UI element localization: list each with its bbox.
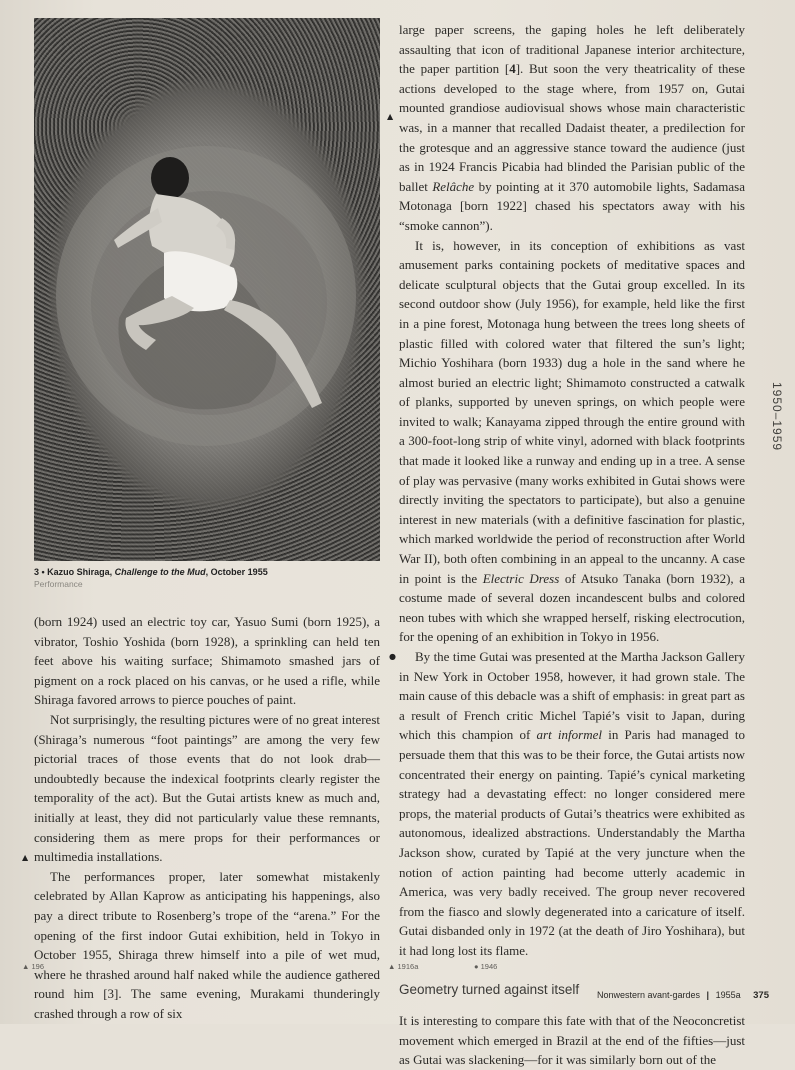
- right-paragraph-2: [399, 236, 745, 647]
- running-footer: [597, 990, 769, 1001]
- figure-reference-link[interactable]: 4: [509, 61, 516, 77]
- footer-separator: |: [706, 990, 710, 1000]
- cross-reference-triangle-icon[interactable]: ▲: [387, 112, 394, 121]
- right-paragraph-1: [399, 20, 745, 236]
- right-text-column: [399, 20, 745, 1070]
- right-p3-part-a: By the time Gutai was presented at the Martha Jackson Gallery in New York in October 1958, however, it had grown stale. The main cause of this debacle was a shift of emphasis: in great part as a result of French critic Michel Tapié’s visit to Japan, during which this champion of: [399, 649, 745, 743]
- right-p1-part-c: by pointing at it 370 automobile lights, Sadamasa Motonaga [born 1922] chased his spectators away with his “smoke cannon”).: [399, 178, 745, 233]
- footnote-left[interactable]: ▲ 196: [22, 962, 45, 971]
- footer-entry-code: 1955a: [715, 990, 741, 1000]
- right-p3-part-b: in Paris had managed to persuade them that this was to be their force, the Gutai artists now concentrated their energy on painting. Tapié’s cynical marketing strategy had a devastating effect: no longer considered mere props, the material products of Gutai’s theatrics were exhibited as autonomous, idealized abstractions. Understandably the Martha Jackson show, curated by Tapié at the very juncture when the notion of action painting had become utterly academic in America, was very badly received. The group never recovered from the fiasco and slowly degenerated into a caricature of itself. Gutai disbanded only in 1972 (at the death of Jiro Yoshihara), but it had long lost its flame.: [399, 727, 745, 958]
- cross-reference-triangle-icon-left[interactable]: ▲: [22, 853, 29, 862]
- caption-work-title: Challenge to the Mud: [114, 567, 206, 577]
- caption-date: , October 1955: [205, 567, 268, 577]
- footnote-right[interactable]: ● 1946: [474, 962, 498, 971]
- caption-title: [34, 566, 380, 578]
- figure-caption: [34, 566, 380, 590]
- right-p2-part-b: of Atsuko Tanaka (born 1932), a costume made of several dozen incandescent bulbs and colored neon tubes with which she wrapped herself, risking electrocution, for the opening of an exhibition in Tokyo in 1956.: [399, 570, 745, 645]
- right-p1-part-a: large paper screens, the gaping holes he left deliberately assaulting that icon of traditional Japanese interior architecture, the paper partition [: [399, 22, 745, 77]
- left-paragraph-2: Not surprisingly, the resulting pictures were of no great interest (Shiraga’s numerous “foot paintings” are among the very few pictorial traces of those events that do not look drab—undoubtedly because the indexical footprints clearly register the temporality of the act). But the Gutai artists knew as much and, initially at least, they did not particularly value these remnants, considering them as mere props for their performances or multimedia installations.: [34, 711, 380, 865]
- mud-figure-illustration: [34, 18, 380, 561]
- right-p1-part-b: ]. But soon the very theatricality of these actions developed to the stage where, from 1957 on, Gutai mounted grandiose audiovisual shows whose main characteristic was, in a manner that recalled Dadaist theater, a predilection for the grotesque and an aggressive stance toward the audience (just as in 1924 Francis Picabia had blinded the Parisian public of the ballet: [399, 61, 745, 194]
- footnote-middle[interactable]: ▲ 1916a: [388, 962, 419, 971]
- right-p2-part-a: It is, however, in its conception of exhibitions as vast amusement parks containing pockets of meditative spaces and delicate sculptural objects that the Gutai group excelled. In its second outdoor show (July 1956), for example, held like the first in a pine forest, Motonaga hung between the trees long sheets of plastic filled with colored water that filtered the sun’s light; Michio Yoshihara (born 1933) dug a hole in the sand where he almost buried an electric light; Shimamoto constructed a catwalk of planks, supported by uneven springs, on which people were invited to walk; Kanayama zipped through the entire ground with a 300-foot-long strip of white vinyl, adorned with black footprints that made it looked like a runway and ending up in a tree. A sense of play was pervasive (many works exhibited in Gutai shows were directly inviting the spectators to participate), but also a genuine interest in new materials (with a definitive fascination for plastic, which marked worldwide the period of reconstruction after World War II), both often combining in an appeal to the uncanny. A case in point is the: [399, 237, 745, 586]
- left-text-column: [34, 612, 380, 1023]
- right-paragraph-3: [399, 647, 745, 961]
- section-heading: Geometry turned against itself: [399, 981, 580, 997]
- art-informel-term: art informel: [536, 727, 602, 743]
- photograph-challenge-to-the-mud: [34, 18, 380, 561]
- electric-dress-title: Electric Dress: [482, 570, 560, 586]
- footer-section-title: Nonwestern avant-gardes: [596, 990, 701, 1000]
- page-number: 375: [753, 990, 769, 1001]
- left-paragraph-3: The performances proper, later somewhat mistakenly celebrated by Allan Kaprow as anticipating his happenings, also pay a direct tribute to Rosenberg’s trope of the “arena.” For the opening of the first indoor Gutai exhibition, held in Tokyo in October 1955, Shiraga threw himself into a pile of wet mud, where he thrashed around half naked while the audience gathered round him [3]. The same evening, Murakami thunderingly crashed through a row of six: [34, 868, 380, 1021]
- cross-reference-dot-icon[interactable]: ●: [389, 652, 396, 661]
- caption-prefix: 3 • Kazuo Shiraga,: [34, 567, 115, 577]
- ballet-title: Relâche: [432, 178, 475, 194]
- decade-side-label: 1950–1959: [770, 382, 784, 452]
- right-paragraph-4: It is interesting to compare this fate with that of the Neoconcretist movement which emerged in Brazil at the end of the fifties—just as Gutai was slackening—for it was similarly born out of the: [399, 1013, 745, 1068]
- left-paragraph-1: (born 1924) used an electric toy car, Yasuo Sumi (born 1925), a vibrator, Toshio Yoshida (born 1928), a sprinkling can held ten feet above his waiting surface; Shimamoto smashed jars of pigment on a rock placed on his canvas, or he used a rifle, while Shiraga favored arrows to pierce pouches of paint.: [34, 614, 380, 708]
- caption-medium: Performance: [34, 579, 83, 589]
